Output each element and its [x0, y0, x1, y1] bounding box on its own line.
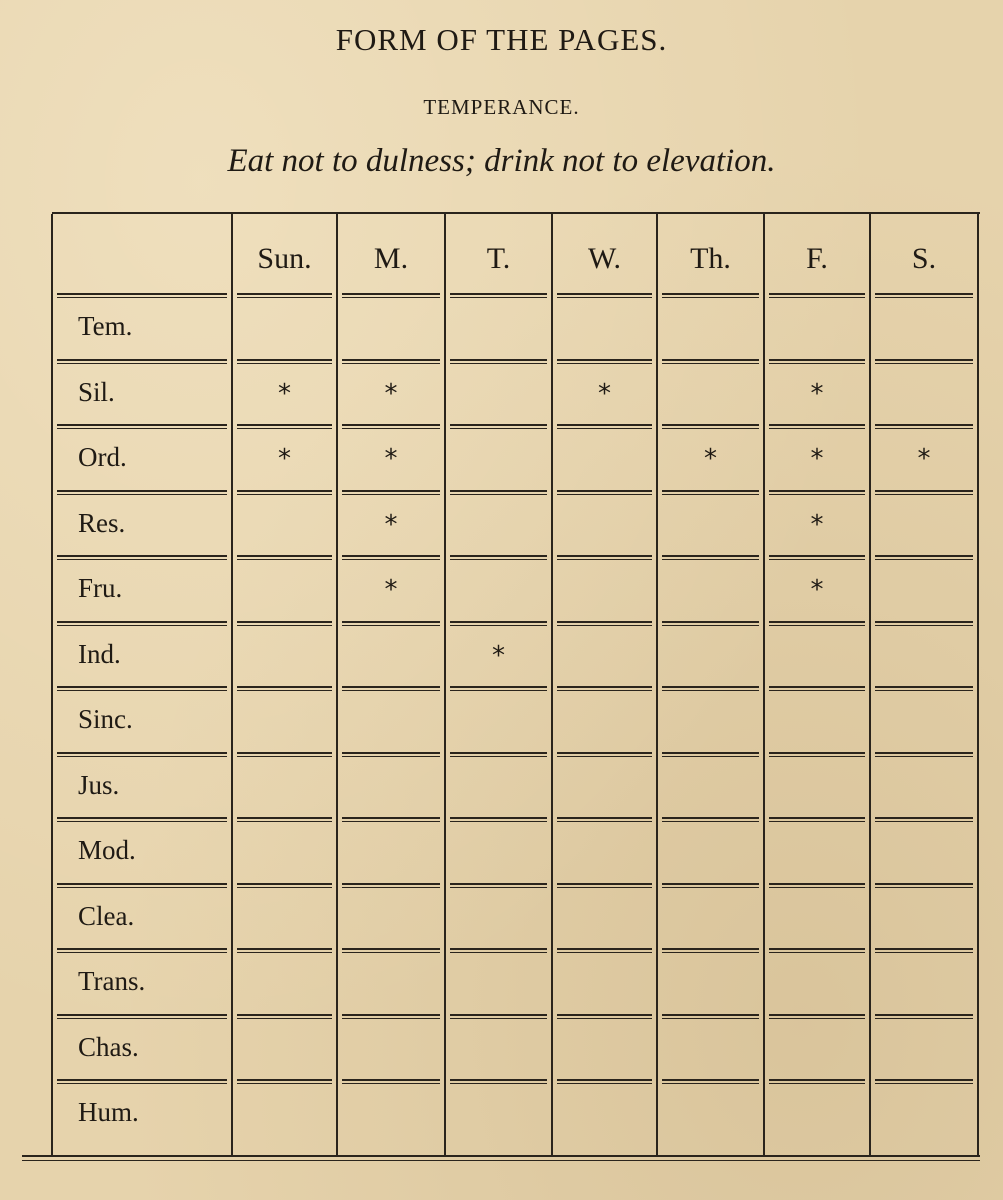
row-rule	[769, 293, 865, 295]
row-rule-thin	[342, 952, 440, 953]
day-header: Sun.	[257, 242, 312, 275]
row-rule-thin	[557, 821, 652, 822]
row-rule	[57, 424, 227, 426]
row-rule-thin	[875, 494, 973, 495]
row-rule-thin	[875, 297, 973, 298]
row-rule-thin	[769, 1018, 865, 1019]
virtue-row-label: Clea.	[78, 900, 135, 931]
fault-mark: *	[492, 640, 505, 671]
row-rule-thin	[662, 756, 759, 757]
row-rule	[662, 883, 759, 885]
fault-mark: *	[278, 444, 291, 474]
row-rule-thin	[237, 756, 332, 757]
column-rule	[763, 214, 765, 1155]
row-rule	[450, 752, 547, 754]
row-rule-thin	[450, 821, 547, 822]
row-rule	[875, 883, 973, 885]
row-rule	[57, 883, 227, 885]
row-rule-thin	[769, 887, 865, 888]
table-bottom-rule-thin	[22, 1160, 980, 1161]
row-rule	[450, 817, 547, 819]
row-rule	[57, 293, 227, 295]
row-rule	[875, 490, 973, 492]
row-rule-thin	[237, 952, 332, 953]
row-rule-thin	[875, 1083, 973, 1084]
column-rule	[656, 214, 658, 1155]
row-rule	[237, 293, 332, 295]
row-rule-thin	[57, 297, 227, 298]
row-rule-thin	[57, 756, 227, 757]
row-rule-thin	[769, 428, 865, 429]
row-rule-thin	[875, 756, 973, 757]
row-rule	[57, 621, 227, 623]
row-rule-thin	[875, 1018, 973, 1019]
fault-mark: *	[810, 378, 824, 409]
row-rule	[57, 948, 227, 950]
row-rule-thin	[57, 625, 227, 626]
row-rule-thin	[57, 952, 227, 953]
row-rule	[769, 1014, 865, 1016]
virtue-row-label: Ord.	[78, 442, 127, 472]
virtue-row-label: Hum.	[78, 1097, 139, 1127]
row-rule-thin	[57, 559, 227, 560]
row-rule-thin	[237, 1083, 332, 1084]
row-rule	[342, 1079, 440, 1081]
row-rule	[557, 752, 652, 754]
column-rule	[551, 214, 553, 1155]
row-rule	[769, 1079, 865, 1081]
day-header: M.	[373, 242, 409, 275]
table-top-rule	[52, 212, 980, 214]
row-rule	[57, 359, 227, 361]
row-rule-thin	[237, 297, 332, 298]
row-rule	[769, 621, 865, 623]
row-rule	[875, 817, 973, 819]
virtue-row-label: Jus.	[78, 769, 120, 800]
row-rule	[237, 424, 332, 426]
day-header: F.	[806, 242, 828, 275]
row-rule-thin	[769, 821, 865, 822]
row-rule	[769, 752, 865, 754]
row-rule	[662, 621, 759, 623]
row-rule	[57, 686, 227, 688]
day-header: W.	[587, 242, 622, 275]
row-rule	[237, 686, 332, 688]
row-rule	[769, 490, 865, 492]
row-rule-thin	[342, 1083, 440, 1084]
row-rule	[450, 359, 547, 361]
row-rule-thin	[662, 297, 759, 298]
row-rule	[237, 883, 332, 885]
row-rule-thin	[237, 887, 332, 888]
row-rule	[557, 1079, 652, 1081]
row-rule-thin	[450, 494, 547, 495]
row-rule	[57, 752, 227, 754]
row-rule-thin	[450, 625, 547, 626]
row-rule	[342, 490, 440, 492]
row-rule-thin	[342, 494, 440, 495]
virtue-row-label: Chas.	[78, 1031, 139, 1062]
row-rule	[662, 490, 759, 492]
day-header: S.	[911, 242, 937, 275]
row-rule-thin	[342, 690, 440, 691]
row-rule-thin	[557, 297, 652, 298]
row-rule-thin	[342, 559, 440, 560]
row-rule-thin	[769, 363, 865, 364]
row-rule	[450, 686, 547, 688]
row-rule	[237, 817, 332, 819]
row-rule-thin	[662, 887, 759, 888]
row-rule	[57, 555, 227, 557]
row-rule-thin	[237, 559, 332, 560]
column-rule	[977, 214, 979, 1155]
row-rule	[237, 359, 332, 361]
row-rule-thin	[57, 428, 227, 429]
virtue-row-label: Mod.	[78, 835, 136, 865]
row-rule-thin	[557, 1083, 652, 1084]
row-rule	[342, 555, 440, 557]
row-rule-thin	[875, 690, 973, 691]
row-rule	[342, 948, 440, 950]
row-rule-thin	[450, 887, 547, 888]
row-rule-thin	[662, 821, 759, 822]
row-rule-thin	[450, 756, 547, 757]
row-rule	[769, 817, 865, 819]
virtue-row-label: Fru.	[78, 573, 123, 603]
row-rule-thin	[662, 690, 759, 691]
row-rule	[662, 424, 759, 426]
row-rule	[342, 621, 440, 623]
row-rule	[662, 752, 759, 754]
row-rule-thin	[237, 363, 332, 364]
row-rule-thin	[662, 952, 759, 953]
row-rule-thin	[875, 821, 973, 822]
row-rule	[557, 490, 652, 492]
row-rule	[557, 948, 652, 950]
row-rule	[662, 293, 759, 295]
row-rule	[662, 1079, 759, 1081]
row-rule-thin	[557, 952, 652, 953]
row-rule-thin	[450, 559, 547, 560]
row-rule	[450, 883, 547, 885]
fault-mark: *	[278, 378, 291, 409]
fault-mark: *	[384, 444, 398, 474]
row-rule	[662, 359, 759, 361]
row-rule-thin	[557, 690, 652, 691]
virtue-row-label: Ind.	[78, 638, 121, 669]
row-rule	[450, 555, 547, 557]
row-rule-thin	[557, 559, 652, 560]
row-rule	[875, 555, 973, 557]
fault-mark: *	[384, 509, 398, 540]
row-rule	[342, 359, 440, 361]
row-rule	[57, 1014, 227, 1016]
row-rule	[237, 948, 332, 950]
row-rule-thin	[450, 428, 547, 429]
row-rule	[342, 424, 440, 426]
row-rule-thin	[662, 559, 759, 560]
row-rule-thin	[57, 690, 227, 691]
row-rule-thin	[450, 297, 547, 298]
row-rule-thin	[342, 887, 440, 888]
row-rule-thin	[57, 821, 227, 822]
fault-mark: *	[810, 509, 824, 540]
row-rule-thin	[342, 1018, 440, 1019]
row-rule-thin	[237, 428, 332, 429]
row-rule-thin	[769, 559, 865, 560]
row-rule-thin	[450, 363, 547, 364]
fault-mark: *	[810, 575, 824, 605]
row-rule	[662, 686, 759, 688]
row-rule-thin	[662, 1083, 759, 1084]
row-rule-thin	[875, 559, 973, 560]
row-rule	[237, 555, 332, 557]
row-rule-thin	[237, 494, 332, 495]
row-rule	[875, 359, 973, 361]
row-rule	[557, 359, 652, 361]
row-rule-thin	[769, 952, 865, 953]
row-rule-thin	[57, 887, 227, 888]
row-rule	[450, 490, 547, 492]
row-rule	[875, 1014, 973, 1016]
row-rule-thin	[237, 690, 332, 691]
row-rule	[237, 1014, 332, 1016]
row-rule	[662, 1014, 759, 1016]
fault-mark: *	[384, 575, 398, 605]
row-rule-thin	[662, 494, 759, 495]
row-rule-thin	[769, 625, 865, 626]
row-rule-thin	[875, 428, 973, 429]
row-rule	[769, 948, 865, 950]
row-rule	[450, 293, 547, 295]
column-rule	[869, 214, 871, 1155]
row-rule-thin	[875, 625, 973, 626]
row-rule	[875, 293, 973, 295]
row-rule-thin	[662, 363, 759, 364]
row-rule-thin	[237, 821, 332, 822]
row-rule-thin	[237, 625, 332, 626]
row-rule-thin	[769, 494, 865, 495]
row-rule	[875, 686, 973, 688]
row-rule	[342, 1014, 440, 1016]
page-title: FORM OF THE PAGES.	[335, 22, 668, 57]
row-rule	[769, 359, 865, 361]
row-rule-thin	[450, 1083, 547, 1084]
row-rule	[769, 686, 865, 688]
row-rule	[875, 752, 973, 754]
row-rule-thin	[342, 756, 440, 757]
row-rule	[557, 817, 652, 819]
virtue-row-label: Tem.	[78, 311, 133, 341]
row-rule	[237, 1079, 332, 1081]
row-rule	[237, 752, 332, 754]
row-rule-thin	[769, 297, 865, 298]
row-rule	[450, 621, 547, 623]
row-rule	[557, 555, 652, 557]
row-rule	[557, 1014, 652, 1016]
row-rule	[769, 424, 865, 426]
row-rule-thin	[557, 756, 652, 757]
row-rule	[342, 883, 440, 885]
virtue-heading: TEMPERANCE.	[423, 95, 580, 119]
row-rule	[57, 490, 227, 492]
row-rule-thin	[557, 1018, 652, 1019]
row-rule	[769, 883, 865, 885]
row-rule	[662, 817, 759, 819]
row-rule	[875, 948, 973, 950]
virtue-row-label: Sinc.	[78, 704, 133, 734]
row-rule-thin	[875, 952, 973, 953]
virtue-row-label: Sil.	[78, 376, 115, 407]
row-rule-thin	[57, 494, 227, 495]
virtue-row-label: Trans.	[78, 966, 146, 996]
row-rule-thin	[875, 363, 973, 364]
row-rule-thin	[557, 494, 652, 495]
row-rule-thin	[769, 756, 865, 757]
virtue-chart-table	[52, 212, 980, 1162]
column-rule	[231, 214, 233, 1155]
fault-mark: *	[598, 378, 611, 409]
column-rule	[444, 214, 446, 1155]
row-rule	[450, 1079, 547, 1081]
row-rule-thin	[57, 363, 227, 364]
row-rule	[557, 621, 652, 623]
fault-mark: *	[917, 444, 931, 474]
row-rule-thin	[662, 1018, 759, 1019]
row-rule-thin	[57, 1018, 227, 1019]
row-rule	[450, 1014, 547, 1016]
row-rule-thin	[342, 625, 440, 626]
row-rule	[237, 490, 332, 492]
row-rule	[557, 424, 652, 426]
row-rule-thin	[450, 690, 547, 691]
row-rule	[342, 686, 440, 688]
row-rule-thin	[662, 625, 759, 626]
row-rule	[342, 752, 440, 754]
virtue-row-label: Res.	[78, 507, 126, 538]
row-rule	[662, 555, 759, 557]
fault-mark: *	[704, 444, 717, 474]
row-rule	[57, 1079, 227, 1081]
virtue-motto: Eat not to dulness; drink not to elevation.	[227, 143, 776, 179]
row-rule	[237, 621, 332, 623]
row-rule-thin	[662, 428, 759, 429]
day-header: T.	[486, 242, 511, 275]
row-rule-thin	[450, 952, 547, 953]
row-rule	[875, 424, 973, 426]
row-rule-thin	[342, 821, 440, 822]
row-rule	[342, 293, 440, 295]
column-rule	[336, 214, 338, 1155]
row-rule-thin	[557, 887, 652, 888]
row-rule-thin	[557, 363, 652, 364]
row-rule	[557, 293, 652, 295]
fault-mark: *	[384, 378, 398, 409]
row-rule-thin	[769, 690, 865, 691]
row-rule	[342, 817, 440, 819]
row-rule-thin	[557, 625, 652, 626]
row-rule	[875, 1079, 973, 1081]
table-bottom-rule	[22, 1155, 980, 1157]
row-rule-thin	[875, 887, 973, 888]
column-rule	[51, 214, 53, 1155]
row-rule-thin	[557, 428, 652, 429]
row-rule-thin	[57, 1083, 227, 1084]
fault-mark: *	[810, 444, 824, 474]
row-rule	[557, 883, 652, 885]
row-rule	[450, 424, 547, 426]
row-rule-thin	[342, 428, 440, 429]
row-rule	[662, 948, 759, 950]
row-rule-thin	[237, 1018, 332, 1019]
row-rule	[875, 621, 973, 623]
row-rule	[450, 948, 547, 950]
row-rule-thin	[450, 1018, 547, 1019]
row-rule	[769, 555, 865, 557]
day-header: Th.	[690, 242, 731, 275]
row-rule-thin	[342, 363, 440, 364]
row-rule-thin	[342, 297, 440, 298]
row-rule	[557, 686, 652, 688]
row-rule-thin	[769, 1083, 865, 1084]
row-rule	[57, 817, 227, 819]
